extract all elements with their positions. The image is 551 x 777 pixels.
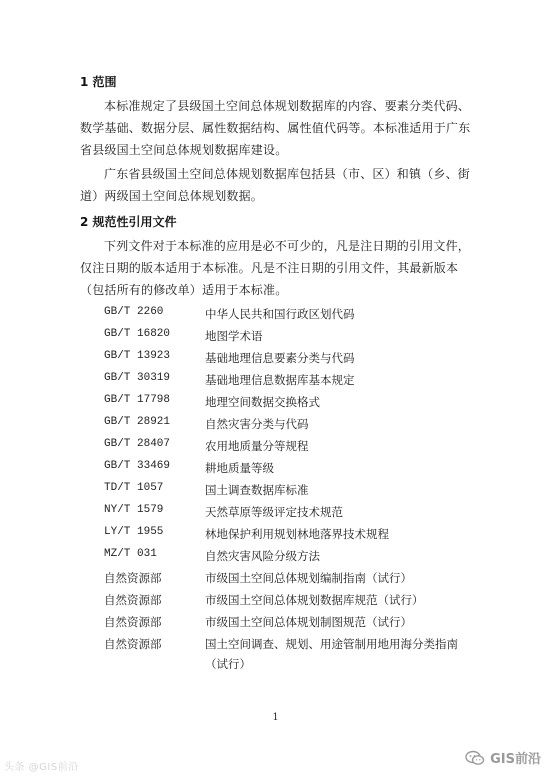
reference-row: [0, 347, 551, 369]
reference-title: 自然灾害风险分级方法: [205, 549, 320, 563]
section-heading-references: 2 规范性引用文件: [80, 215, 177, 229]
reference-title: 自然灾害分类与代码: [205, 417, 309, 431]
reference-title: 林地保护利用规划林地落界技术规程: [205, 527, 389, 541]
reference-title: 市级国土空间总体规划编制指南（试行）: [205, 571, 412, 585]
reference-code: GB/T 33469: [104, 460, 171, 472]
reference-title: 地理空间数据交换格式: [205, 395, 320, 409]
page-number: 1: [272, 712, 279, 723]
wechat-icon: [465, 750, 485, 766]
reference-row: [0, 413, 551, 435]
reference-code: 自然资源部: [104, 571, 162, 585]
reference-row: [0, 501, 551, 523]
reference-code: MZ/T 031: [104, 548, 157, 560]
reference-title: 市级国土空间总体规划数据库规范（试行）: [205, 593, 424, 607]
reference-code: GB/T 28407: [104, 438, 171, 450]
reference-code: 自然资源部: [104, 593, 162, 607]
reference-code: TD/T 1057: [104, 482, 164, 494]
reference-title: 农用地质量分等规程: [205, 439, 309, 453]
reference-title: 国土空间调查、规划、用途管制用地用海分类指南（试行）: [205, 637, 458, 671]
reference-row: [0, 523, 551, 545]
reference-code: LY/T 1955: [104, 526, 164, 538]
reference-list: [0, 303, 551, 675]
reference-code: GB/T 30319: [104, 372, 171, 384]
reference-code: 自然资源部: [104, 637, 162, 651]
reference-title: 天然草原等级评定技术规范: [205, 505, 343, 519]
scope-paragraph-2: 广东省县级国土空间总体规划数据库包括县（市、区）和镇（乡、街道）两级国土空间总体规划数据。: [80, 167, 471, 203]
reference-code: GB/T 28921: [104, 416, 171, 428]
reference-code: NY/T 1579: [104, 504, 164, 516]
reference-row: [0, 589, 551, 611]
scope-paragraph-1: 本标准规定了县级国土空间总体规划数据库的内容、要素分类代码、数学基础、数据分层、属性数据结构、属性值代码等。本标准适用于广东省县级国土空间总体规划数据库建设。: [80, 99, 471, 157]
reference-code: 自然资源部: [104, 615, 162, 629]
reference-code: GB/T 17798: [104, 394, 171, 406]
reference-row: [0, 633, 551, 675]
references-intro-paragraph: 下列文件对于本标准的应用是必不可少的，凡是注日期的引用文件，仅注日期的版本适用于本标准。凡是不注日期的引用文件，其最新版本（包括所有的修改单）适用于本标准。: [80, 239, 471, 297]
watermark-right-text: GIS前沿: [490, 752, 541, 767]
section-heading-scope: 1 范围: [80, 75, 117, 89]
reference-row: [0, 545, 551, 567]
watermark-right: [465, 748, 541, 767]
reference-code: GB/T 16820: [104, 328, 171, 340]
reference-title: 耕地质量等级: [205, 461, 274, 475]
reference-title: 国土调查数据库标准: [205, 483, 309, 497]
reference-row: [0, 611, 551, 633]
reference-row: [0, 567, 551, 589]
reference-title: 基础地理信息数据库基本规定: [205, 373, 355, 387]
reference-row: [0, 369, 551, 391]
reference-title: 地图学术语: [205, 329, 263, 343]
reference-code: GB/T 2260: [104, 306, 164, 318]
reference-row: [0, 479, 551, 501]
reference-row: [0, 325, 551, 347]
reference-row: [0, 457, 551, 479]
watermark-left: 头条 @GIS前沿: [4, 762, 79, 773]
reference-title: 市级国土空间总体规划制图规范（试行）: [205, 615, 412, 629]
reference-title: 基础地理信息要素分类与代码: [205, 351, 355, 365]
reference-row: [0, 435, 551, 457]
reference-row: [0, 303, 551, 325]
reference-row: [0, 391, 551, 413]
reference-code: GB/T 13923: [104, 350, 171, 362]
reference-title: 中华人民共和国行政区划代码: [205, 307, 355, 321]
